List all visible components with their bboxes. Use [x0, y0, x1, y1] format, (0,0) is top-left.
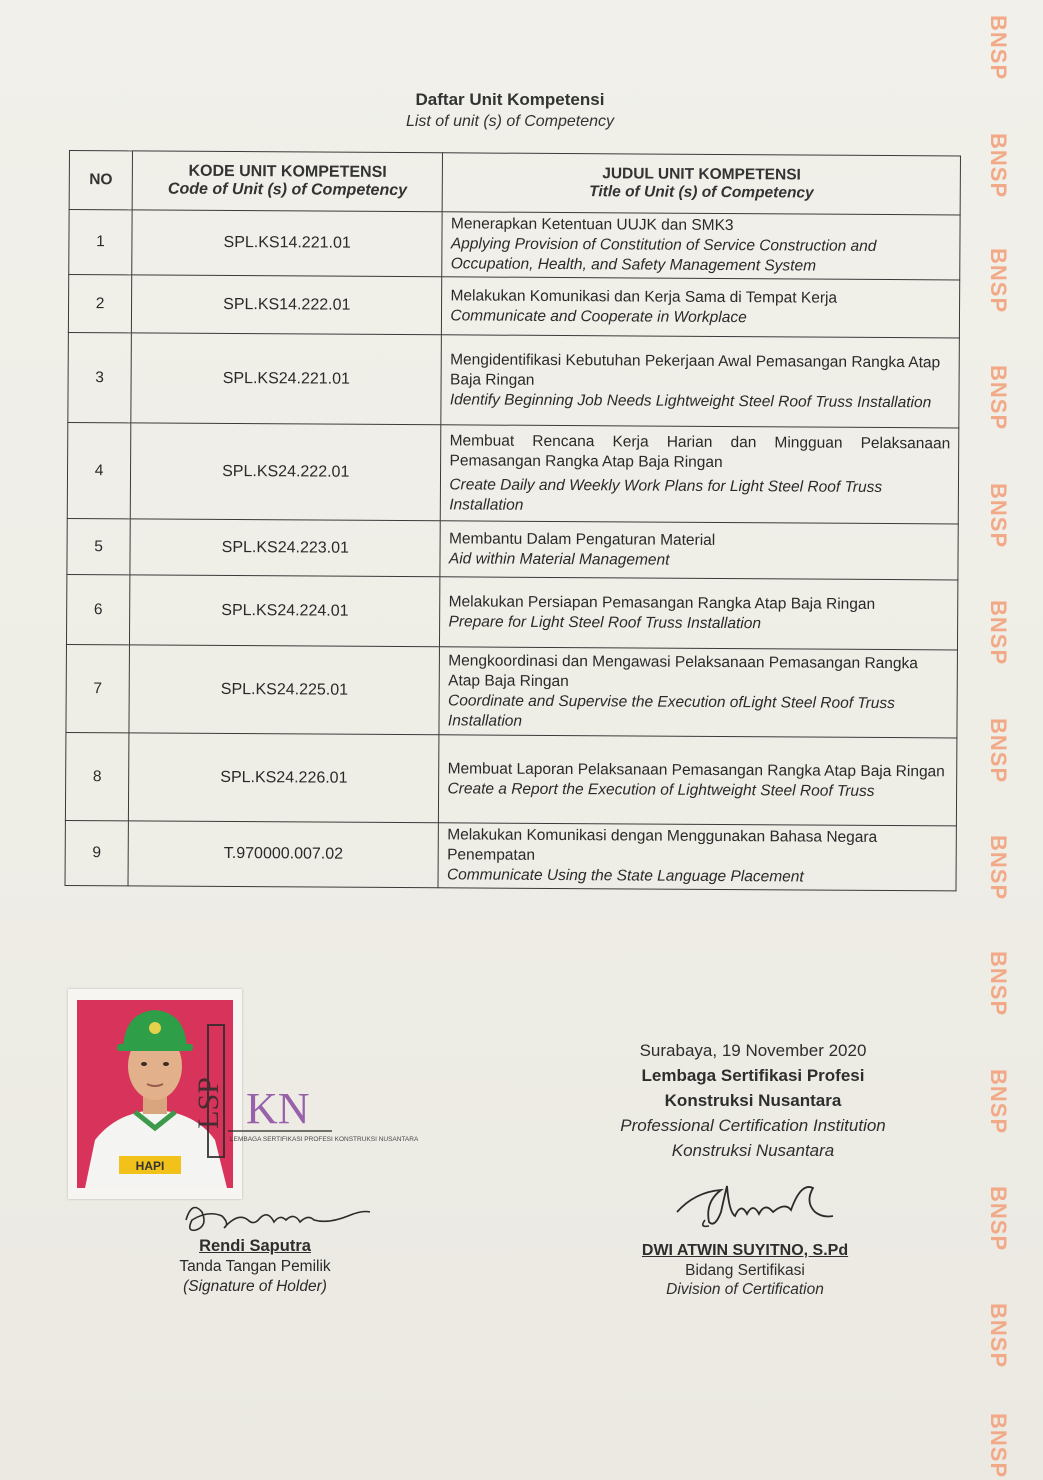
- table-row: [67, 422, 959, 523]
- bnsp-watermark-text: BNSP: [986, 951, 1011, 1017]
- row-no: 9: [65, 820, 128, 885]
- left-eye: [141, 1062, 147, 1066]
- header-no: NO: [69, 151, 132, 210]
- officer-name: DWI ATWIN SUYITNO, S.Pd: [641, 1242, 849, 1259]
- issuer-org-en-line1: Professional Certification Institution: [620, 1116, 886, 1135]
- bnsp-watermark-text: BNSP: [986, 600, 1011, 666]
- table-row: [68, 332, 960, 427]
- header-title: [443, 153, 961, 215]
- header-title-id: JUDUL UNIT KOMPETENSI: [602, 165, 801, 184]
- row-title-en: Communicate Using the State Language Placement: [446, 866, 804, 886]
- bnsp-watermark-text: BNSP: [986, 718, 1011, 784]
- place-date: Surabaya, 19 November 2020: [639, 1041, 867, 1060]
- hapi-badge-label: HAPI: [135, 1159, 165, 1173]
- officer-division-id: Bidang Sertifikasi: [685, 1262, 805, 1279]
- row-title: [438, 823, 956, 891]
- table-row: [65, 820, 956, 890]
- issuer-org-en-line2: Konstruksi Nusantara: [671, 1141, 835, 1160]
- bnsp-watermark-text: BNSP: [986, 835, 1011, 901]
- row-title: [439, 647, 957, 738]
- table-row: [66, 644, 958, 737]
- row-title-id: Melakukan Komunikasi dan Kerja Sama di Tempat Kerja: [450, 286, 838, 307]
- row-title: [441, 335, 959, 428]
- issuer-signature: [665, 1172, 855, 1242]
- row-title-en: Create a Report the Execution of Lightweight Steel Roof Truss: [447, 779, 875, 800]
- row-code: SPL.KS24.226.01: [128, 733, 439, 823]
- table-row: [69, 210, 960, 280]
- issuer-signature-stroke: [677, 1186, 833, 1224]
- officer-block: [600, 1242, 890, 1299]
- holder-label-en: (Signature of Holder): [183, 1278, 327, 1295]
- document-header: [300, 90, 720, 131]
- row-no: 2: [68, 275, 131, 333]
- bnsp-watermark-text: BNSP: [986, 1186, 1011, 1252]
- stamp-kn-text: KN: [246, 1084, 310, 1133]
- row-title: [442, 212, 960, 280]
- table-header-row: [69, 151, 960, 215]
- header-code-en: Code of Unit (s) of Competency: [167, 180, 408, 200]
- bnsp-watermark-text: BNSP: [986, 1069, 1011, 1135]
- issuer-org-line1: Lembaga Sertifikasi Profesi: [641, 1066, 865, 1085]
- table-row: [68, 275, 959, 338]
- header-title-en: Title of Unit (s) of Competency: [589, 183, 814, 202]
- row-title: [439, 735, 957, 826]
- row-title-en: Communicate and Cooperate in Workplace: [450, 306, 747, 326]
- row-title-en: Create Daily and Weekly Work Plans for Light Steel Roof Truss Installation: [449, 475, 883, 514]
- row-no: 3: [68, 332, 132, 422]
- row-title-en: Aid within Material Management: [448, 549, 670, 569]
- bnsp-watermark-text: BNSP: [986, 365, 1011, 431]
- bnsp-watermark-text: BNSP: [986, 133, 1011, 199]
- header-code: [132, 151, 443, 212]
- holder-label-id: Tanda Tangan Pemilik: [179, 1258, 331, 1275]
- table-row: [67, 518, 958, 579]
- table-row: [65, 732, 957, 825]
- row-code: SPL.KS24.221.01: [131, 333, 442, 425]
- stamp-subtext: LEMBAGA SERTIFIKASI PROFESI KONSTRUKSI NUSANTARA: [230, 1136, 419, 1143]
- row-title-id: Menerapkan Ketentuan UUJK dan SMK3: [450, 215, 734, 235]
- issuer-org-line2: Konstruksi Nusantara: [664, 1091, 842, 1110]
- row-title-id: Mengkoordinasi dan Mengawasi Pelaksanaan Pemasangan Rangka Atap Baja Ringan: [448, 651, 918, 690]
- stamp-lsp-text: LSP: [192, 1077, 225, 1129]
- row-title-id: Melakukan Persiapan Pemasangan Rangka Atap Baja Ringan: [448, 592, 876, 613]
- issuer-block: [588, 1038, 918, 1163]
- bnsp-watermark-text: BNSP: [986, 1413, 1011, 1479]
- row-code: SPL.KS14.221.01: [132, 210, 443, 277]
- bnsp-watermark-column: [968, 0, 1028, 1480]
- row-title-en: Coordinate and Supervise the Execution ofLight Steel Roof Truss Installation: [447, 691, 895, 730]
- bnsp-watermark-text: BNSP: [986, 1303, 1011, 1369]
- row-title: [441, 425, 959, 524]
- row-title: [440, 577, 958, 650]
- competency-units-table: [65, 150, 961, 891]
- table-row: [66, 574, 957, 649]
- row-code: SPL.KS24.224.01: [130, 575, 441, 647]
- row-title-id: Membuat Laporan Pelaksanaan Pemasangan Rangka Atap Baja Ringan: [447, 759, 945, 780]
- row-title-id: Melakukan Komunikasi dengan Menggunakan Bahasa Negara Penempatan: [447, 826, 878, 864]
- document-title: Daftar Unit Kompetensi: [415, 90, 605, 109]
- row-no: 5: [67, 518, 130, 574]
- row-title-en: Identify Beginning Job Needs Lightweight Steel Roof Truss Installation: [449, 390, 932, 411]
- row-no: 7: [66, 644, 130, 732]
- row-title-en: Prepare for Light Steel Roof Truss Installation: [448, 612, 762, 632]
- row-code: SPL.KS24.222.01: [130, 423, 441, 521]
- row-code: SPL.KS14.222.01: [131, 275, 442, 335]
- hard-hat-brim: [117, 1044, 193, 1051]
- row-code: T.970000.007.02: [128, 821, 439, 888]
- lsp-kn-stamp: [190, 1015, 419, 1165]
- row-no: 8: [65, 732, 129, 820]
- bnsp-watermark-text: BNSP: [986, 15, 1011, 81]
- holder-name: Rendi Saputra: [199, 1237, 311, 1255]
- row-title-en: Applying Provision of Constitution of Service Construction and Occupation, Health, and Safety Management System: [450, 235, 877, 275]
- hard-hat-emblem: [149, 1022, 161, 1034]
- officer-division-en: Division of Certification: [666, 1281, 824, 1298]
- row-no: 4: [67, 422, 131, 518]
- header-code-id: KODE UNIT KOMPETENSI: [188, 162, 387, 181]
- row-no: 6: [66, 574, 129, 644]
- row-title-id: Mengidentifikasi Kebutuhan Pekerjaan Awal Pemasangan Rangka Atap Baja Ringan: [449, 350, 941, 389]
- document-subtitle: List of unit (s) of Competency: [405, 113, 615, 130]
- row-title-id: Membuat Rencana Kerja Harian dan Mingguan Pelaksanaan Pemasangan Rangka Atap Baja Ringan: [449, 431, 951, 471]
- bnsp-watermark-text: BNSP: [986, 483, 1011, 549]
- right-eye: [163, 1062, 169, 1066]
- row-code: SPL.KS24.223.01: [130, 519, 441, 577]
- row-title-id: Membantu Dalam Pengaturan Material: [448, 529, 716, 549]
- holder-block: [135, 1195, 375, 1296]
- row-no: 1: [69, 210, 132, 275]
- row-title: [440, 521, 958, 580]
- bnsp-watermark-text: BNSP: [986, 248, 1011, 314]
- row-code: SPL.KS24.225.01: [129, 645, 440, 735]
- row-title: [442, 277, 960, 338]
